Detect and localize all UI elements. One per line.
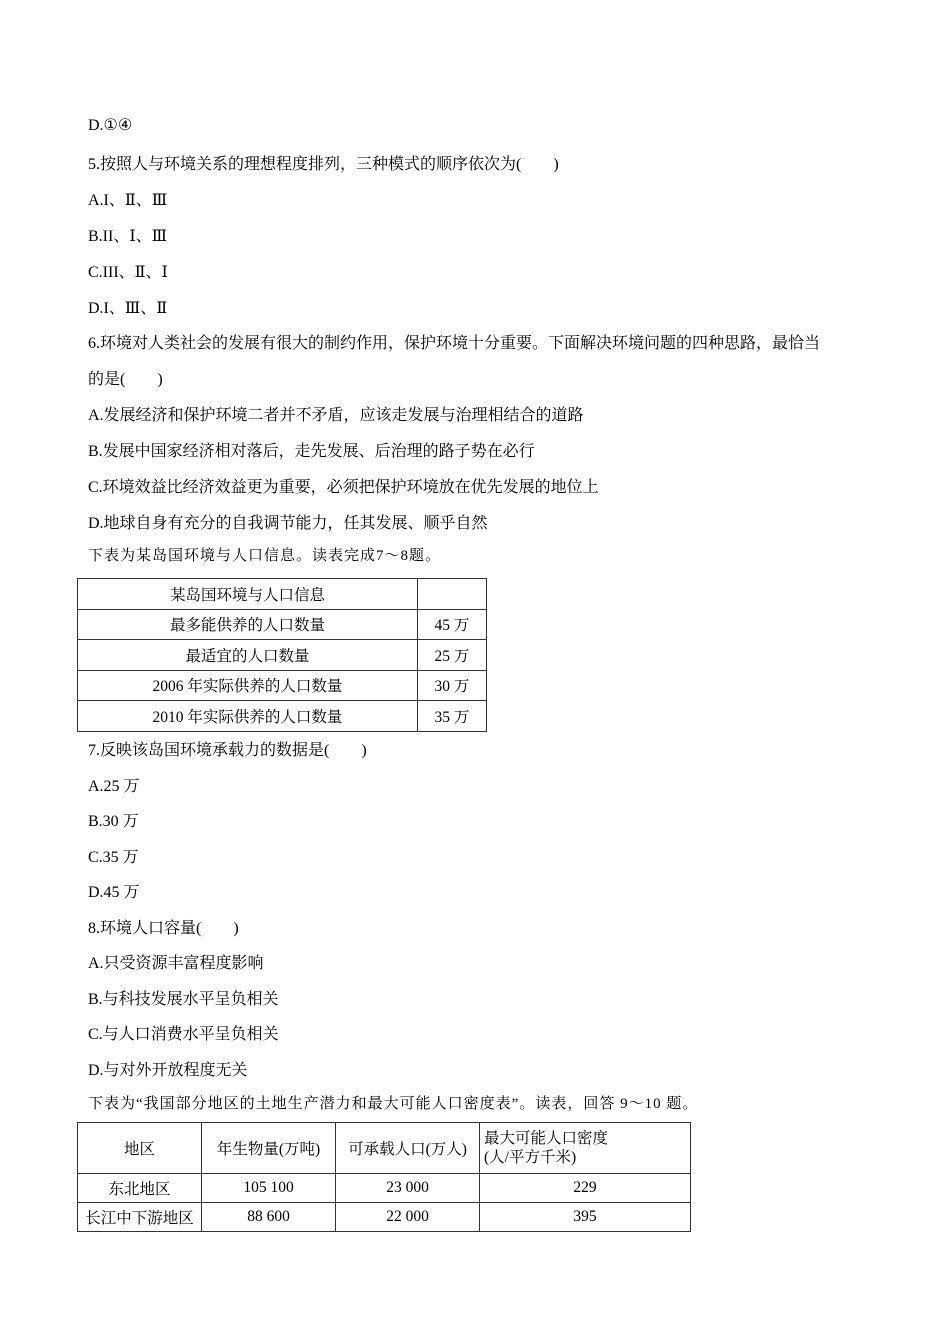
q5-d: D.I、Ⅲ、Ⅱ	[88, 299, 168, 317]
q6-cont: 的是( )	[88, 371, 163, 389]
q8-b: B.与科技发展水平呈负相关	[88, 990, 279, 1008]
table-row: 最适宜的人口数量 25 万	[78, 640, 487, 671]
table-row: 长江中下游地区 88 600 22 000 395	[78, 1203, 691, 1232]
q7-c: C.35 万	[88, 848, 139, 866]
q5-a: A.I、Ⅱ、Ⅲ	[88, 191, 168, 209]
table-row: 最多能供养的人口数量 45 万	[78, 609, 487, 640]
q6-c: C.环境效益比经济效益更为重要，必须把保护环境放在优先发展的地位上	[88, 479, 599, 496]
table-row: 2006 年实际供养的人口数量 30 万	[78, 670, 487, 701]
q7-a: A.25 万	[88, 777, 140, 795]
region-population-table	[77, 1122, 691, 1232]
q5: 5.按照人与环境关系的理想程度排列，三种模式的顺序依次为( )	[88, 155, 559, 173]
q8: 8.环境人口容量( )	[88, 919, 239, 937]
q8-a: A.只受资源丰富程度影响	[88, 955, 264, 972]
q6-a: A.发展经济和保护环境二者并不矛盾，应该走发展与治理相结合的道路	[88, 407, 584, 425]
q6-d: D.地球自身有充分的自我调节能力，任其发展、顺乎自然	[88, 514, 488, 532]
q8-c: C.与人口消费水平呈负相关	[88, 1026, 279, 1043]
q6: 6.环境对人类社会的发展有很大的制约作用，保护环境十分重要。下面解决环境问题的四种思路，最恰当	[88, 335, 821, 353]
q7-d: D.45 万	[88, 884, 140, 901]
q6-b: B.发展中国家经济相对落后，走先发展、后治理的路子势在必行	[88, 443, 535, 461]
intro-q7-8: 下表为某岛国环境与人口信息。读表完成7～8题。	[88, 548, 442, 564]
table-header-row: 地区 年生物量(万吨) 可承载人口(万人) 最大可能人口密度 (人/平方千米)	[78, 1123, 691, 1174]
q4-d: D.①④	[88, 117, 133, 134]
table-row: 2010 年实际供养的人口数量 35 万	[78, 701, 487, 732]
q5-c: C.III、Ⅱ、Ⅰ	[88, 263, 168, 281]
table-row: 东北地区 105 100 23 000 229	[78, 1174, 691, 1203]
table-header: 某岛国环境与人口信息	[78, 579, 418, 610]
q7: 7.反映该岛国环境承载力的数据是( )	[88, 742, 367, 759]
island-nation-table	[77, 578, 487, 732]
intro-q9-10: 下表为“我国部分地区的土地生产潜力和最大可能人口密度表”。读表，回答 9～10 题。	[88, 1096, 699, 1112]
q5-b: B.II、Ⅰ、Ⅲ	[88, 227, 168, 245]
q8-d: D.与对外开放程度无关	[88, 1061, 248, 1079]
q7-b: B.30 万	[88, 813, 139, 830]
